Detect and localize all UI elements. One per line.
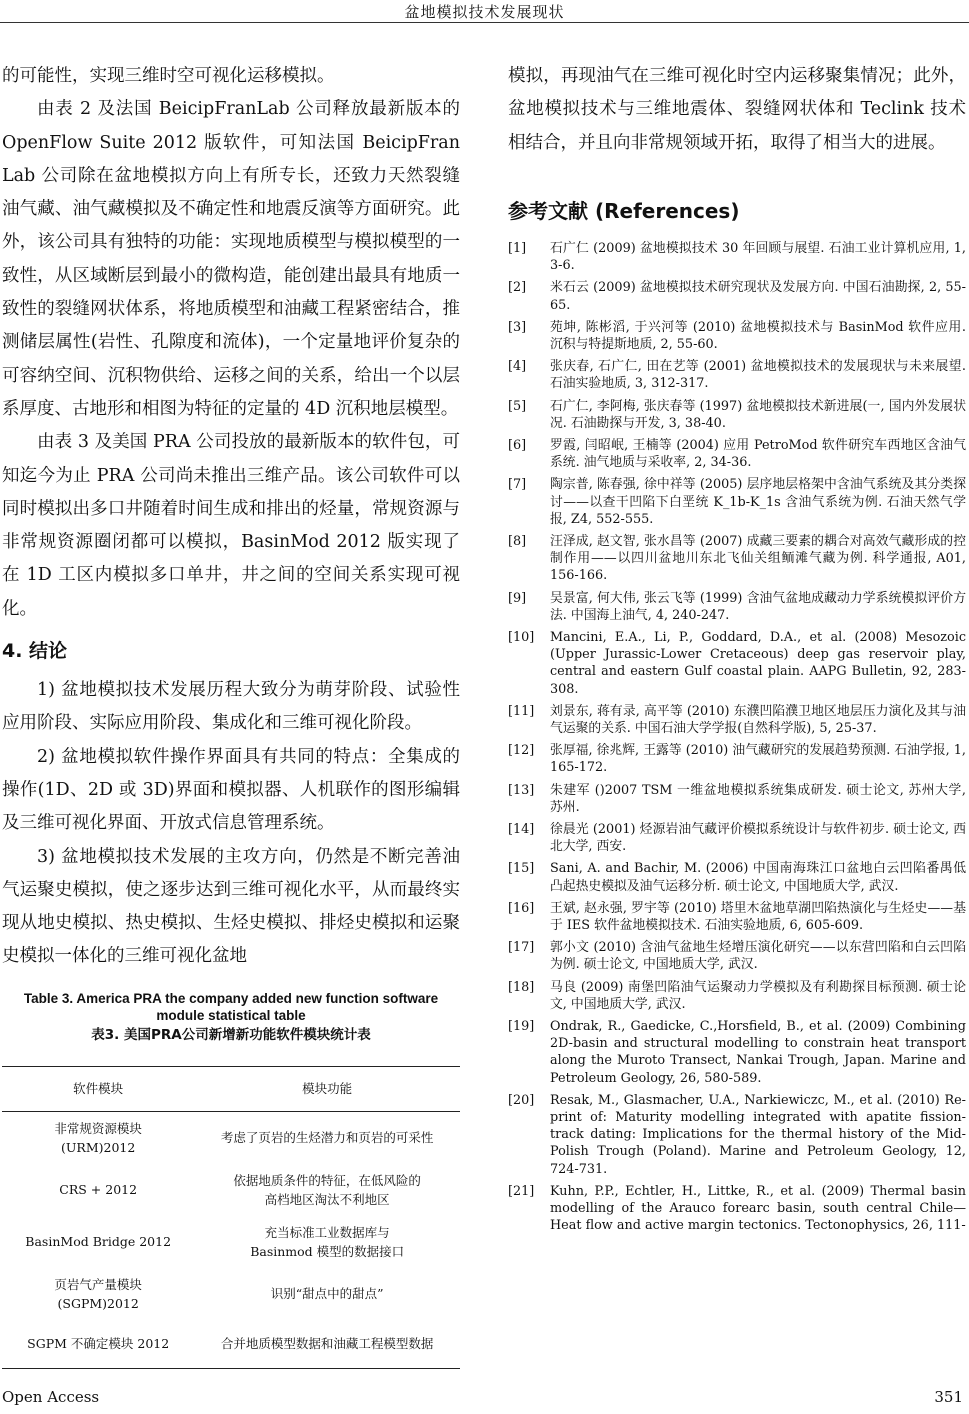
table-cell: 识别“甜点中的甜点” bbox=[270, 1286, 384, 1302]
reference-number: [12] bbox=[508, 743, 535, 759]
reference-item bbox=[508, 860, 966, 894]
body-paragraph: 由表 2 及法国 BeicipFranLab 公司释放最新版本的 OpenFlow Suite 2012 版软件，可知法国 BeicipFran Lab 公司除在盆地模拟方向上有所专长，还致力天然裂缝油气藏、油气藏模拟及不确定性和地震反演等方面研究。此外，该公司具有独特的功能：实现地质模型与模拟模型的一致性，从区域断层到最小的微构造，能创建出最具有地质一致性的裂缝网状体系，将地质模型和油藏工程紧密结合，推测储层属性(岩性、孔隙度和流体)，一个定量地评价复杂的可容纳空间、沉积物供给、运移之间的关系，给出一个以层系厚度、古地形和相图为特征的定量的 4D 沉积地层模型。 bbox=[2, 99, 460, 419]
conclusion-text bbox=[2, 674, 460, 974]
reference-text: Kuhn, P.P., Echtler, H., Littke, R., et al. (2009) Thermal basin modelling of the Arauco forearc basin, south central Chile—Heat flow and active margin tectonics. Tectonophysics, 26, 111- bbox=[550, 1183, 966, 1234]
table-3 bbox=[2, 1066, 460, 1369]
reference-item bbox=[508, 240, 966, 274]
reference-item bbox=[508, 279, 966, 313]
references-title: 参考文献 (References) bbox=[508, 198, 740, 223]
reference-text: 陶宗普, 陈春强, 徐中祥等 (2005) 层序地层格架中含油气系统及其分类探讨——以查干凹陷下白垩统 K_1b-K_1s 含油气系统为例. 石油天然气学报, Z4, 552-555. bbox=[550, 477, 966, 527]
continued-paragraph: 模拟，再现油气在三维可视化时空内运移聚集情况；此外，盆地模拟技术与三维地震体、裂缝网状体和 Teclink 技术相结合，并且向非常规领域开拓，取得了相当大的进展。 bbox=[508, 66, 966, 153]
reference-text: 石广仁 (2009) 盆地模拟技术 30 年回顾与展望. 石油工业计算机应用, 1, 3-6. bbox=[550, 240, 966, 274]
body-paragraph: 由表 3 及美国 PRA 公司投放的最新版本的软件包，可知迄今为止 PRA 公司尚未推出三维产品。该公司软件可以同时模拟出多口井随着时间生成和排出的烃量，常规资源与非常规资源圈闭都可以模拟，BasinMod 2012 版实现了在 1D 工区内模拟多口单井，井之间的空间关系实现可视化。 bbox=[2, 432, 460, 619]
page-number: 351 bbox=[934, 1388, 963, 1406]
section-title-conclusion: 4. 结论 bbox=[2, 640, 68, 663]
reference-text: Sani, A. and Bachir, M. (2006) 中国南海珠江口盆地白云凹陷番禺低凸起热史模拟及油气运移分析. 硕士论文, 中国地质大学, 武汉. bbox=[550, 861, 966, 894]
reference-number: [1] bbox=[508, 240, 527, 256]
reference-text: 徐晨光 (2001) 烃源岩油气藏评价模拟系统设计与软件初步. 硕士论文, 西北大学, 西安. bbox=[550, 821, 966, 855]
reference-number: [14] bbox=[508, 821, 535, 837]
reference-item bbox=[508, 533, 966, 585]
reference-number: [3] bbox=[508, 319, 527, 335]
reference-text: 汪泽成, 赵文智, 张水昌等 (2007) 成藏三要素的耦合对高效气藏形成的控制作用——以四川盆地川东北飞仙关组鲕滩气藏为例. 科学通报, A01, 156-166. bbox=[550, 533, 966, 584]
table-cell: 页岩气产量模块 (SGPM)2012 bbox=[54, 1276, 142, 1311]
reference-number: [8] bbox=[508, 533, 527, 549]
reference-number: [2] bbox=[508, 280, 527, 296]
reference-text: 石广仁, 李阿梅, 张庆春等 (1997) 盆地模拟技术新进展(一, 国内外发展状况. 石油勘探与开发, 3, 38-40. bbox=[550, 398, 966, 431]
table-cell: CRS + 2012 bbox=[59, 1182, 138, 1198]
reference-number: [5] bbox=[508, 398, 527, 414]
reference-text: Mancini, E.A., Li, P., Goddard, D.A., et al. (2008) Mesozoic (Upper Jurassic-Lower Cretaceous) deep gas reservoir play, central and eastern Gulf coastal plain. AAPG Bulletin, 92, 283-308. bbox=[550, 629, 966, 697]
table-body bbox=[2, 1111, 460, 1368]
table-row bbox=[2, 1268, 460, 1320]
left-column bbox=[2, 60, 460, 1369]
reference-item bbox=[508, 900, 966, 934]
reference-number: [20] bbox=[508, 1092, 535, 1108]
reference-number: [10] bbox=[508, 629, 535, 645]
table-caption-en: Table 3. America PRA the company added new function software module statistical table bbox=[23, 990, 439, 1023]
reference-number: [6] bbox=[508, 437, 527, 453]
reference-item bbox=[508, 1183, 966, 1235]
reference-list bbox=[508, 240, 966, 1235]
reference-item bbox=[508, 1018, 966, 1087]
reference-item bbox=[508, 782, 966, 816]
reference-item bbox=[508, 358, 966, 392]
conclusion-paragraph: 3) 盆地模拟技术发展的主攻方向，仍然是不断完善油气运聚史模拟，使之逐步达到三维可视化水平，从而最终实现从地史模拟、热史模拟、生烃史模拟、排烃史模拟和运聚史模拟一体化的三维可视化盆地 bbox=[2, 846, 460, 967]
reference-text: 罗霞, 闫昭岷, 王楠等 (2004) 应用 PetroMod 软件研究车西地区含油气系统. 油气地质与采收率, 2, 34-36. bbox=[550, 437, 966, 471]
reference-item bbox=[508, 590, 966, 624]
reference-number: [16] bbox=[508, 900, 535, 916]
reference-item bbox=[508, 629, 966, 698]
reference-number: [19] bbox=[508, 1019, 535, 1035]
reference-text: Resak, M., Glasmacher, U.A., Narkiewiczc, M., et al. (2010) Re-print of: Maturity modelling integrated with apatite fission-track dating: Implications for the thermal history of the Mid-Polish Trough (Poland). Marine and Petroleum Geology, 12, 724-731. bbox=[550, 1092, 966, 1177]
table-cell: 依据地质条件的特征，在低风险的 高档地区淘汰不利地区 bbox=[233, 1172, 421, 1207]
body-paragraph: 的可能性，实现三维时空可视化运移模拟。 bbox=[2, 66, 335, 86]
reference-text: 郭小文 (2010) 含油气盆地生烃增压演化研究——以东营凹陷和白云凹陷为例. 硕士论文, 中国地质大学, 武汉. bbox=[550, 940, 966, 973]
table-header-cell: 软件模块 bbox=[2, 1066, 194, 1111]
reference-number: [21] bbox=[508, 1183, 535, 1199]
table-cell: 考虑了页岩的生烃潜力和页岩的可采性 bbox=[220, 1130, 434, 1146]
reference-item bbox=[508, 742, 966, 776]
reference-text: 米石云 (2009) 盆地模拟技术研究现状及发展方向. 中国石油勘探, 2, 55-65. bbox=[550, 280, 966, 313]
reference-number: [9] bbox=[508, 590, 527, 606]
reference-number: [15] bbox=[508, 861, 535, 877]
table-cell: 充当标准工业数据库与 Basinmod 模型的数据接口 bbox=[250, 1224, 405, 1259]
reference-number: [11] bbox=[508, 703, 535, 719]
reference-text: 刘景东, 蒋有录, 高平等 (2010) 东濮凹陷濮卫地区地层压力演化及其与油气运聚的关系. 中国石油大学学报(自然科学版), 5, 25-37. bbox=[550, 703, 966, 736]
conclusion-paragraph: 1) 盆地模拟技术发展历程大致分为萌芽阶段、试验性应用阶段、实际应用阶段、集成化和三维可视化阶段。 bbox=[2, 680, 460, 734]
right-column bbox=[508, 60, 966, 1239]
reference-item bbox=[508, 476, 966, 528]
table-row bbox=[2, 1216, 460, 1268]
table-caption-zh: 表3. 美国PRA公司新增新功能软件模块统计表 bbox=[91, 1026, 371, 1043]
reference-item bbox=[508, 939, 966, 973]
reference-item bbox=[508, 398, 966, 432]
reference-item bbox=[508, 703, 966, 737]
left-body-text bbox=[2, 60, 460, 626]
reference-text: Ondrak, R., Gaedicke, C.,Horsfield, B., et al. (2009) Combining 2D-basin and structural modelling to constrain heat transport along the Muroto Transect, Nankai Trough, Japan. Marine and Petroleum Geology, 26, 580-589. bbox=[550, 1019, 966, 1086]
footer-open-access: Open Access bbox=[2, 1388, 100, 1406]
header-rule bbox=[0, 22, 969, 23]
reference-item bbox=[508, 319, 966, 353]
table-row bbox=[2, 1164, 460, 1216]
reference-item bbox=[508, 821, 966, 855]
table-cell: BasinMod Bridge 2012 bbox=[25, 1234, 172, 1250]
reference-text: 马良 (2009) 南堡凹陷油气运聚动力学模拟及有利勘探目标预测. 硕士论文, 中国地质大学, 武汉. bbox=[550, 979, 966, 1012]
reference-item bbox=[508, 979, 966, 1013]
reference-number: [18] bbox=[508, 979, 535, 995]
table-cell: SGPM 不确定模块 2012 bbox=[2, 1320, 194, 1369]
reference-item bbox=[508, 437, 966, 471]
reference-number: [4] bbox=[508, 359, 527, 375]
reference-text: 苑坤, 陈彬滔, 于兴河等 (2010) 盆地模拟技术与 BasinMod 软件应用. 沉积与特提斯地质, 2, 55-60. bbox=[550, 319, 966, 352]
reference-item bbox=[508, 1092, 966, 1178]
table-row bbox=[2, 1320, 460, 1369]
reference-number: [13] bbox=[508, 782, 535, 798]
table-cell: 非常规资源模块 (URM)2012 bbox=[54, 1120, 142, 1155]
table-row bbox=[2, 1111, 460, 1164]
reference-text: 王斌, 赵永强, 罗宇等 (2010) 塔里木盆地草湖凹陷热演化与生烃史——基于 IES 软件盆地模拟技术. 石油实验地质, 6, 605-609. bbox=[550, 900, 966, 933]
running-head: 盆地模拟技术发展现状 bbox=[404, 3, 565, 21]
reference-text: 朱建军 ()2007 TSM 一维盆地模拟系统集成研发. 硕士论文, 苏州大学, 苏州. bbox=[550, 782, 966, 815]
table-header-cell: 模块功能 bbox=[194, 1066, 460, 1111]
table-cell: 合并地质模型数据和油藏工程模型数据 bbox=[194, 1320, 460, 1369]
reference-text: 张厚福, 徐兆辉, 王露等 (2010) 油气藏研究的发展趋势预测. 石油学报, 1, 165-172. bbox=[550, 743, 966, 776]
conclusion-paragraph: 2) 盆地模拟软件操作界面具有共同的特点：全集成的操作(1D、2D 或 3D)界面和模拟器、人机联作的图形编辑及三维可视化界面、开放式信息管理系统。 bbox=[2, 746, 460, 834]
reference-text: 吴景富, 何大伟, 张云飞等 (1999) 含油气盆地成藏动力学系统模拟评价方法. 中国海上油气, 4, 240-247. bbox=[550, 590, 966, 623]
reference-number: [7] bbox=[508, 477, 527, 493]
reference-number: [17] bbox=[508, 940, 535, 956]
reference-text: 张庆春, 石广仁, 田在艺等 (2001) 盆地模拟技术的发展现状与未来展望. 石油实验地质, 3, 312-317. bbox=[550, 359, 966, 392]
table-header-row bbox=[2, 1066, 460, 1111]
